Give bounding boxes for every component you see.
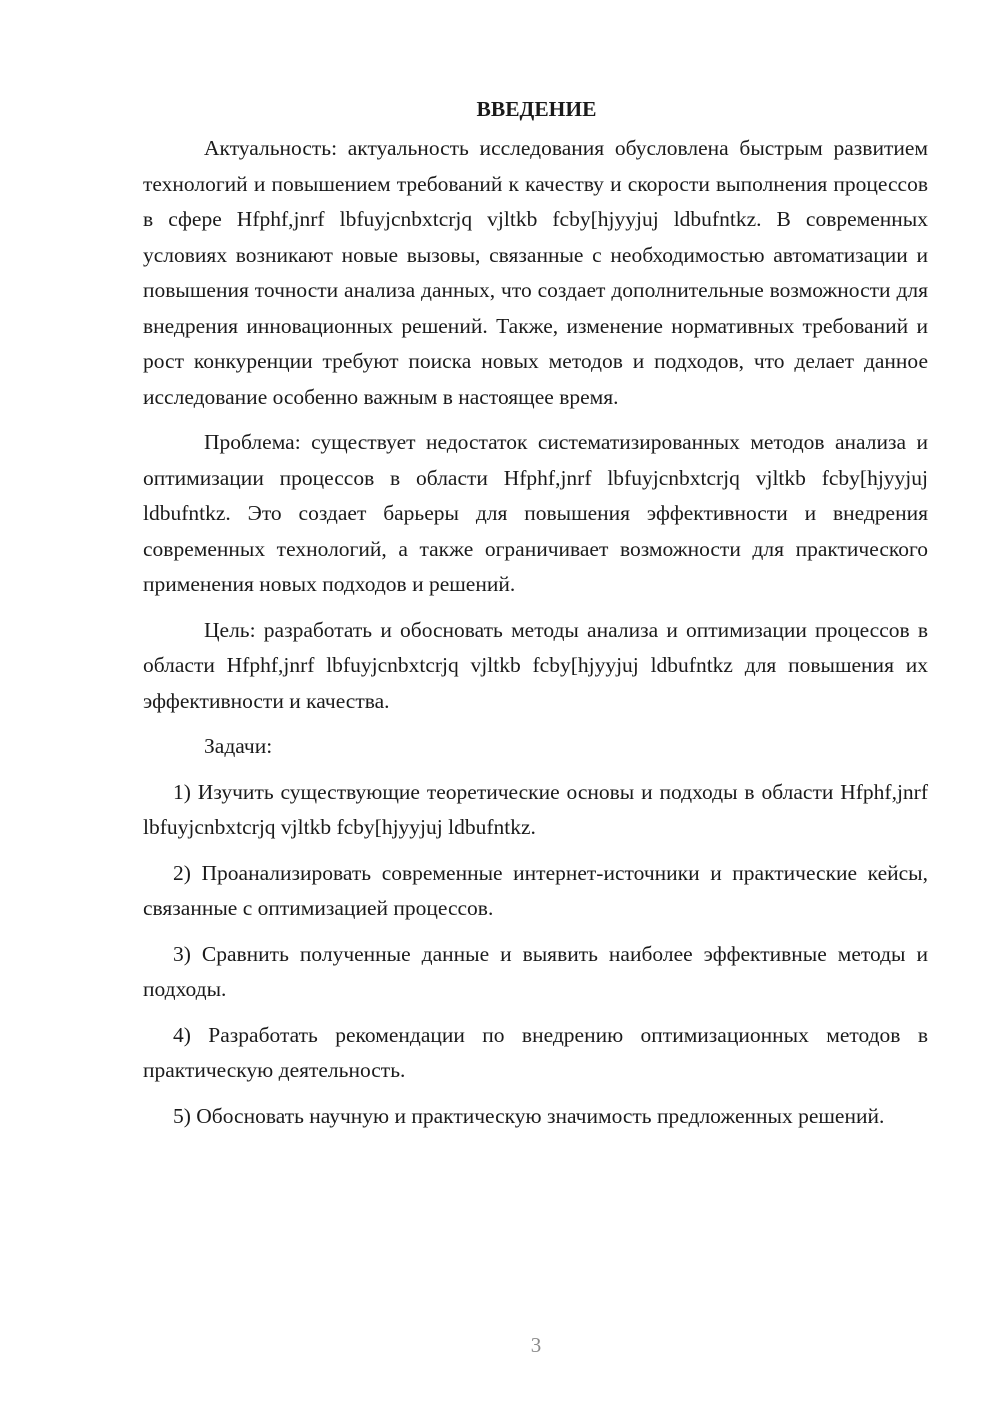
task-item: 5) Обосновать научную и практическую значимость предложенных решений. [173,1103,885,1128]
page-content [143,92,928,1144]
paragraph-relevance: Актуальность: актуальность исследования обусловлена быстрым развитием технологий и повышением требований к качеству и скорости выполнения процессов в сфере Hfphf,jnrf lbfuyjcnbxtcrjq vjltkb fcby[hjyyjuj ldbufntkz. В современных условиях возникают новые вызовы, связанные с необходимостью автоматизации и повышения точности анализа данных, что создает дополнительные возможности для внедрения инновационных решений. Также, изменение нормативных требований и рост конкуренции требуют поиска новых методов и подходов, что делает данное исследование особенно важным в настоящее время. [143,136,928,409]
paragraph-problem: Проблема: существует недостаток систематизированных методов анализа и оптимизации процессов в области Hfphf,jnrf lbfuyjcnbxtcrjq vjltkb fcby[hjyyjuj ldbufntkz. Это создает барьеры для повышения эффективности и внедрения современных технологий, а также ограничивает возможности для практического применения новых подходов и решений. [143,430,928,596]
task-item: 1) Изучить существующие теоретические основы и подходы в области Hfphf,jnrf lbfuyjcnbxtcrjq vjltkb fcby[hjyyjuj ldbufntkz. [143,779,928,839]
paragraph-goal: Цель: разработать и обосновать методы анализа и оптимизации процессов в области Hfphf,jnrf lbfuyjcnbxtcrjq vjltkb fcby[hjyyjuj ldbufntkz для повышения их эффективности и качества. [143,617,928,713]
page-number: 3 [530,1333,542,1357]
section-title: ВВЕДЕНИЕ [476,97,597,121]
paragraph-tasks-heading: Задачи: [204,734,273,758]
task-item: 3) Сравнить полученные данные и выявить наиболее эффективные методы и подходы. [143,941,928,1001]
task-item: 4) Разработать рекомендации по внедрению оптимизационных методов в практическую деятельность. [143,1022,928,1082]
task-item: 2) Проанализировать современные интернет-источники и практические кейсы, связанные с оптимизацией процессов. [143,860,928,920]
